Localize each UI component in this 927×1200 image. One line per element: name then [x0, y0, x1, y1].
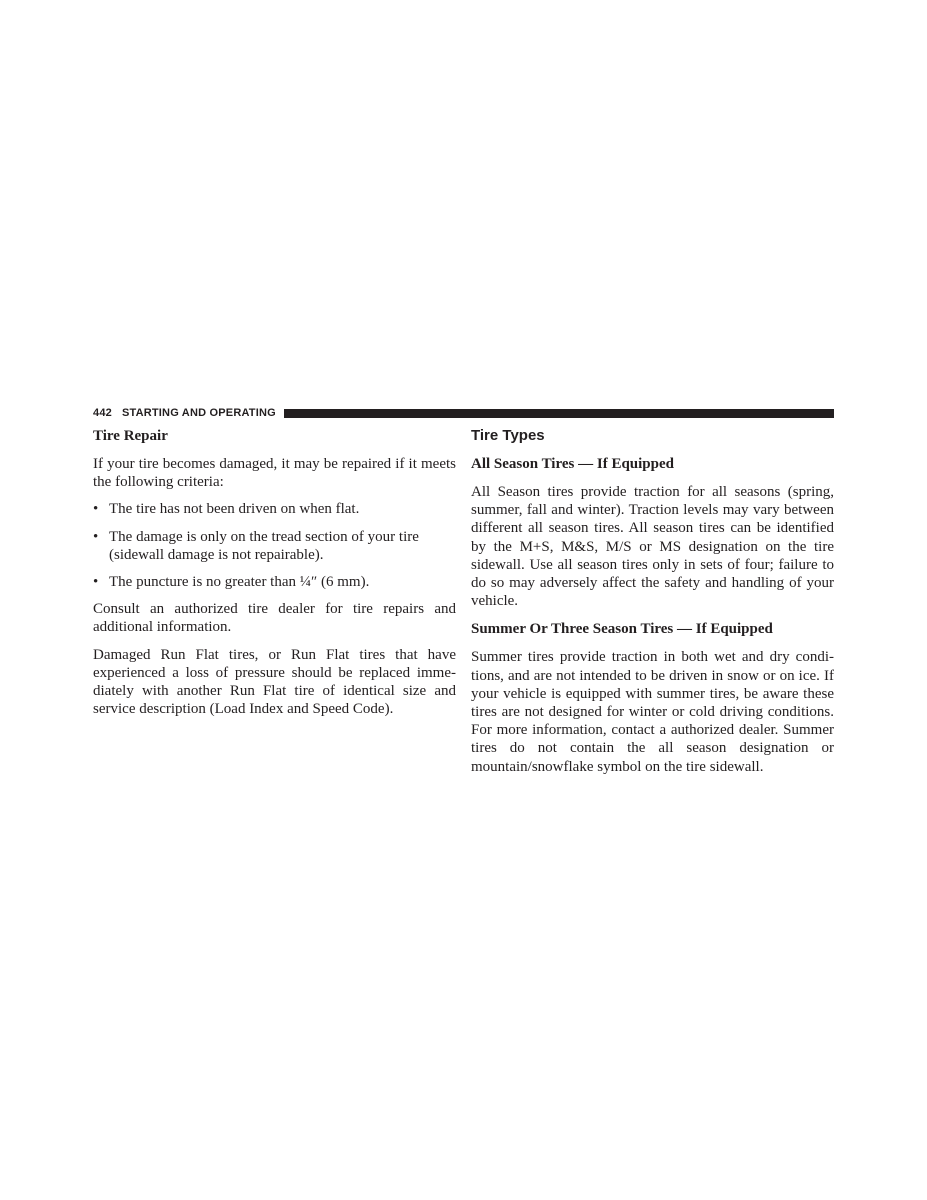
tire-repair-intro: If your tire becomes damaged, it may be repaired if it meets the following criteria: — [93, 456, 456, 491]
tire-repair-heading: Tire Repair — [93, 428, 168, 444]
list-item-text: The puncture is no greater than ¼″ (6 mm). — [109, 574, 370, 591]
tire-types-title: Tire Types — [471, 427, 545, 444]
list-item — [93, 573, 456, 591]
bullet-icon: • — [93, 528, 99, 545]
all-season-heading: All Season Tires — If Equipped — [471, 456, 674, 472]
list-item-text: The tire has not been driven on when flat. — [109, 501, 360, 518]
bullet-icon: • — [93, 501, 99, 518]
list-item — [93, 528, 456, 564]
summer-tires-heading: Summer Or Three Season Tires — If Equipped — [471, 621, 773, 638]
right-column — [471, 426, 834, 785]
left-column — [93, 426, 456, 727]
page-number: 442 — [93, 407, 112, 419]
header-rule — [284, 409, 834, 418]
repair-criteria-list — [93, 500, 456, 591]
list-item — [93, 500, 456, 518]
section-title: STARTING AND OPERATING — [121, 407, 276, 419]
bullet-icon: • — [93, 574, 99, 591]
page-header — [93, 405, 834, 421]
all-season-paragraph: All Season tires provide traction for all seasons (spring, summer, fall and winter). Traction levels may vary between different all season tires. All season tires can be identified by the M+S, M&S, M/S or MS designation on the tire sidewall. Use all season tires only in sets of four; failure to do so may adversely affect the safety and handling of your vehicle. — [471, 484, 834, 610]
summer-tires-paragraph: Summer tires provide traction in both wet and dry conditions, and are not intended to be driven in snow or on ice. If your vehicle is equipped with summer tires, be aware these tires are not designed for winter or cold driving conditions. For more information, contact a authorized dealer. Summer tires do not contain the all season designation or mountain/snowflake symbol on the tire sidewall. — [471, 649, 834, 775]
consult-dealer-paragraph: Consult an authorized tire dealer for tire repairs and additional information. — [93, 601, 456, 636]
list-item-text: The damage is only on the tread section of your tire (sidewall damage is not repairable). — [109, 528, 419, 563]
run-flat-paragraph: Damaged Run Flat tires, or Run Flat tires that have experienced a loss of pressure should be replaced immediately with another Run Flat tire of identical size and service description (Load Index and Speed Code). — [93, 646, 456, 718]
